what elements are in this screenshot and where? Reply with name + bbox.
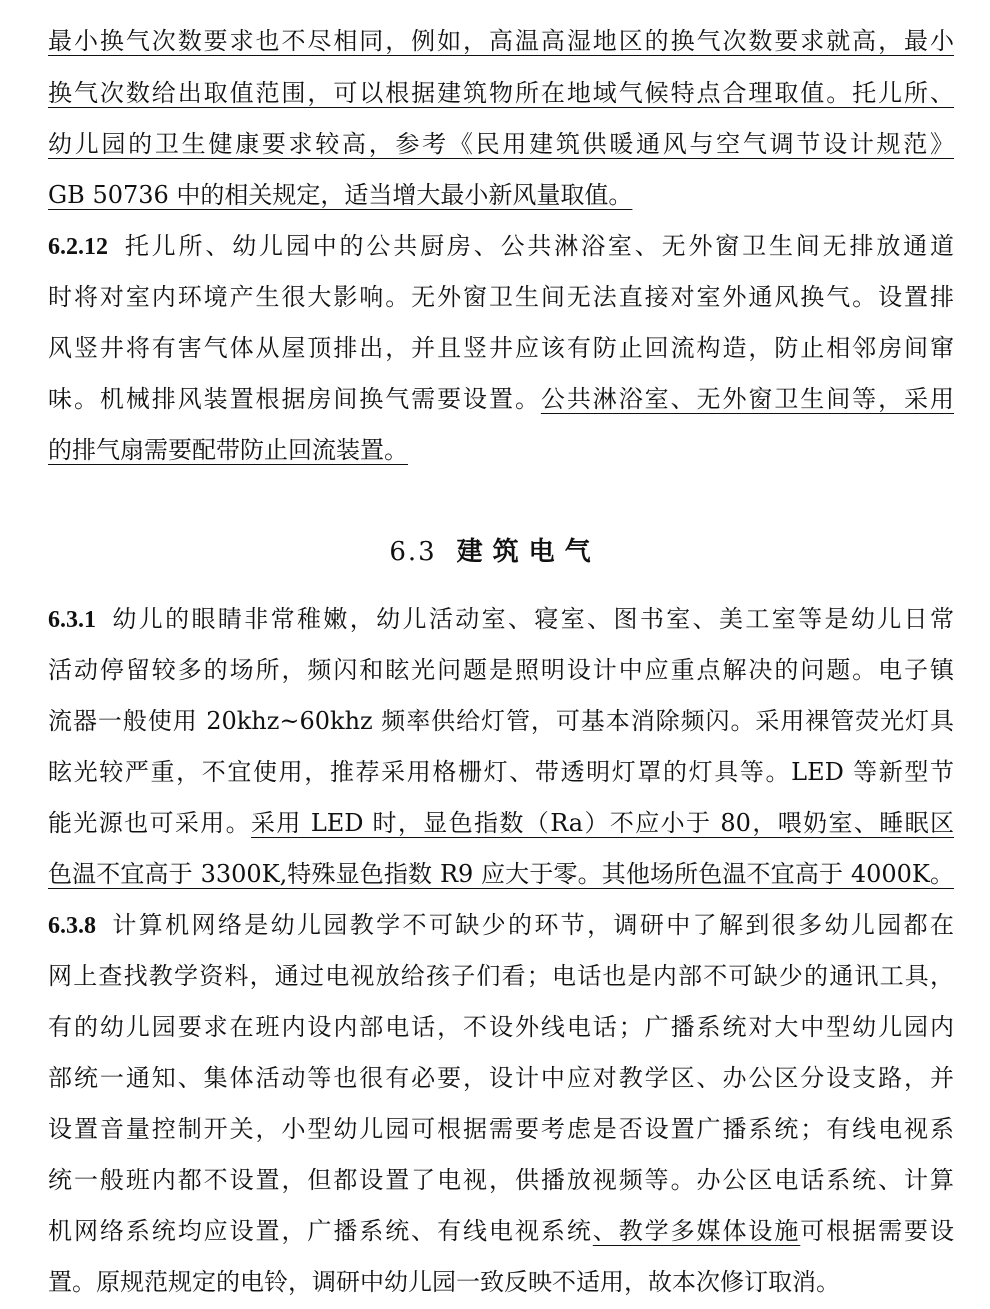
clause-text: 托儿所、幼儿园中的公共厨房、公共淋浴室、无外窗卫生间无排放通道 [122,232,954,260]
clause-text: 眩光较严重，不宜使用，推荐采用格栅灯、带透明灯罩的灯具等。LED 等新型节 [48,758,954,786]
paragraph-line [48,956,954,996]
paragraph-line [48,1058,954,1098]
paragraph-line [48,1211,954,1251]
underlined-text: 换气次数给出取值范围，可以根据建筑物所在地域气候特点合理取值。托儿所、 [48,79,954,107]
clause-6-2-12-line-1 [48,226,954,266]
paragraph-line [48,1109,954,1149]
paragraph-line [48,803,954,843]
underlined-text: 的排气扇需要配带防止回流装置。 [48,436,408,464]
paragraph-line [48,1262,954,1302]
clause-text: 时将对室内环境产生很大影响。无外窗卫生间无法直接对室外通风换气。设置排 [48,283,954,311]
clause-text: 设置音量控制开关，小型幼儿园可根据需要考虑是否设置广播系统；有线电视系 [48,1115,954,1143]
clause-text: 计算机网络是幼儿园教学不可缺少的环节，调研中了解到很多幼儿园都在 [110,911,954,939]
paragraph-line [48,124,954,164]
paragraph-line [48,650,954,690]
clause-text: 味。机械排风装置根据房间换气需要设置。 [48,385,541,413]
underlined-text: 幼儿园的卫生健康要求较高，参考《民用建筑供暖通风与空气调节设计规范》 [48,130,954,158]
section-heading [0,530,990,574]
paragraph-line [48,277,954,317]
clause-text: 统一般班内都不设置，但都设置了电视，供播放视频等。办公区电话系统、计算 [48,1166,954,1194]
clause-text: 风竖井将有害气体从屋顶排出，并且竖井应该有防止回流构造，防止相邻房间窜 [48,334,954,362]
paragraph-line [48,73,954,113]
underlined-text: 公共淋浴室、无外窗卫生间等，采用 [540,385,954,413]
underlined-text: 最小换气次数要求也不尽相同，例如，高温高湿地区的换气次数要求就高，最小 [48,27,954,55]
clause-text: 部统一通知、集体活动等也很有必要，设计中应对教学区、办公区分设支路，并 [48,1064,954,1092]
paragraph-line [48,328,954,368]
paragraph-line [48,701,954,741]
section-number: 6.3 [389,537,437,567]
paragraph-line [48,21,954,61]
paragraph-line [48,1160,954,1200]
clause-number: 6.3.8 [48,913,96,939]
paragraph-line [48,752,954,792]
paragraph-line [48,430,954,470]
paragraph-line [48,1007,954,1047]
clause-text: 机网络系统均应设置，广播系统、有线电视系统 [48,1217,593,1245]
underlined-text: 采用 LED 时，显色指数（Ra）不应小于 80，喂奶室、睡眠区 [251,809,954,837]
paragraph-line [48,854,954,894]
underlined-text: 色温不宜高于 3300K,特殊显色指数 R9 应大于零。其他场所色温不宜高于 4000K。 [48,860,954,888]
clause-text: 可根据需要设 [800,1217,954,1245]
clause-number: 6.2.12 [48,234,108,260]
clause-text: 活动停留较多的场所，频闪和眩光问题是照明设计中应重点解决的问题。电子镇 [48,656,954,684]
clause-6-3-1-line-1 [48,599,954,639]
underlined-text: GB 50736 中的相关规定，适当增大最小新风量取值。 [48,181,633,209]
clause-text: 能光源也可采用。 [48,809,252,837]
paragraph-line [48,379,954,419]
clause-text: 幼儿的眼睛非常稚嫩，幼儿活动室、寝室、图书室、美工室等是幼儿日常 [110,605,954,633]
clause-text: 置。原规范规定的电铃，调研中幼儿园一致反映不适用，故本次修订取消。 [48,1268,840,1296]
underlined-text: 、教学多媒体设施 [592,1217,801,1245]
clause-text: 有的幼儿园要求在班内设内部电话，不设外线电话；广播系统对大中型幼儿园内 [48,1013,954,1041]
section-title: 建筑电气 [456,537,601,567]
clause-number: 6.3.1 [48,607,96,633]
clause-6-3-8-line-1 [48,905,954,945]
clause-text: 网上查找教学资料，通过电视放给孩子们看；电话也是内部不可缺少的通讯工具， [48,962,954,990]
paragraph-line [48,175,954,215]
clause-text: 流器一般使用 20khz~60khz 频率供给灯管，可基本消除频闪。采用裸管荧光灯具 [48,707,954,735]
